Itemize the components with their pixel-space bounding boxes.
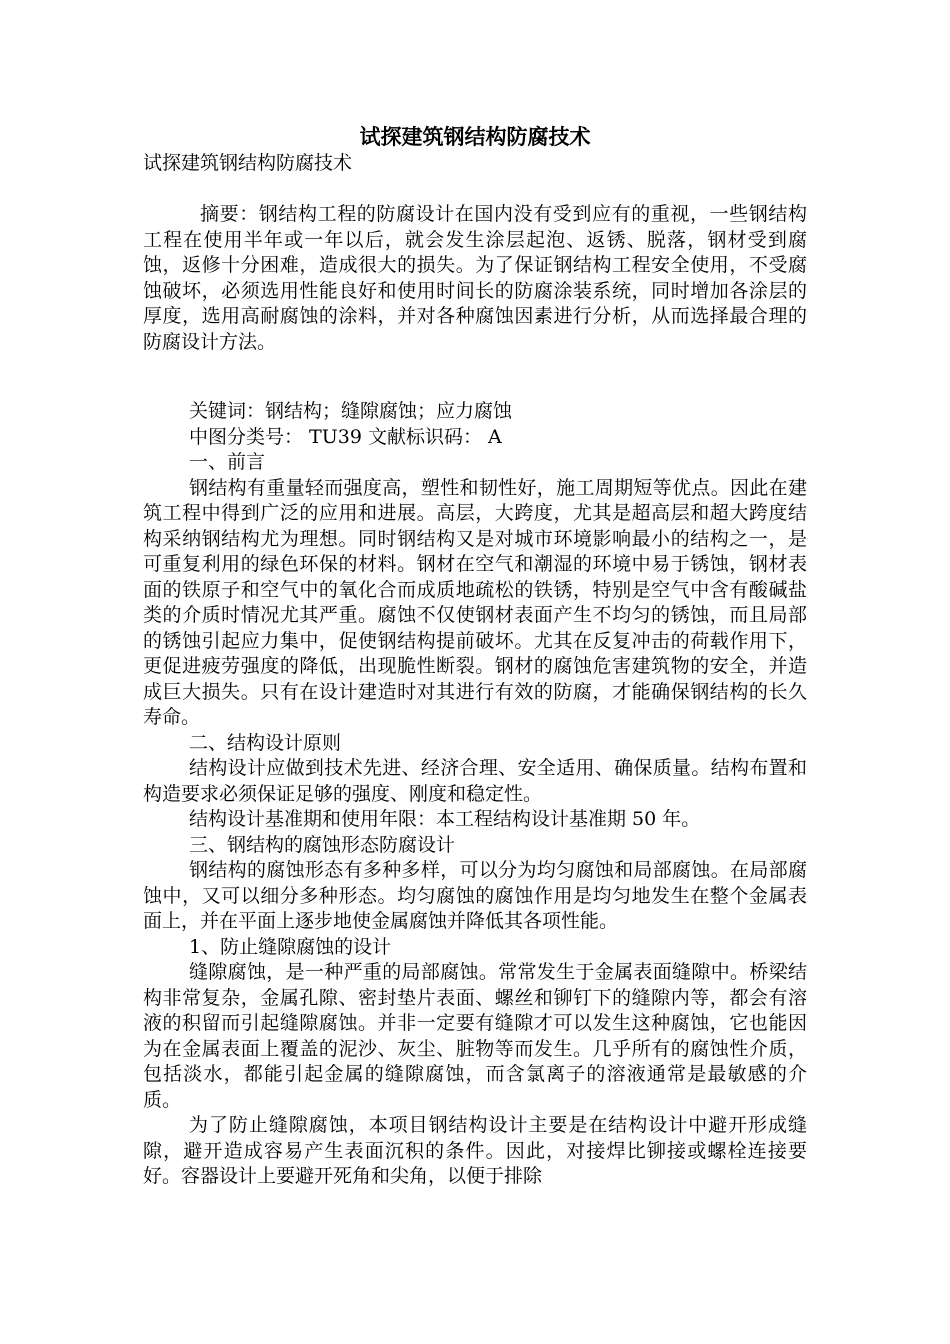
- subsection-heading: 1、防止缝隙腐蚀的设计: [189, 935, 392, 958]
- body-paragraph: 钢结构的腐蚀形态有多种多样，可以分为均匀腐蚀和局部腐蚀。在局部腐蚀中，又可以细分多种形态。均匀腐蚀的腐蚀作用是均匀地发生在整个金属表面上，并在平面上逐步地使金属腐蚀并降低其各项性能。: [143, 859, 807, 932]
- section-heading: 三、钢结构的腐蚀形态防腐设计: [189, 833, 456, 856]
- document-subtitle: 试探建筑钢结构防腐技术: [143, 152, 353, 174]
- document-title: 试探建筑钢结构防腐技术: [359, 124, 591, 149]
- section-heading: 一、前言: [189, 451, 266, 473]
- body-paragraph: 结构设计基准期和使用年限：本工程结构设计基准期 50 年。: [189, 808, 701, 830]
- body-paragraph: 结构设计应做到技术先进、经济合理、安全适用、确保质量。结构布置和构造要求必须保证足够的强度、刚度和稳定性。: [143, 757, 807, 805]
- section-heading: 二、结构设计原则: [189, 731, 342, 754]
- keywords-line: 关键词：钢结构；缝隙腐蚀；应力腐蚀: [189, 400, 513, 422]
- document-body: [143, 399, 807, 1190]
- classification-line: 中图分类号： TU39 文献标识码： A: [189, 425, 502, 448]
- body-paragraph: 缝隙腐蚀，是一种严重的局部腐蚀。常常发生于金属表面缝隙中。桥梁结构非常复杂，金属孔隙、密封垫片表面、螺丝和铆钉下的缝隙内等，都会有溶液的积留而引起缝隙腐蚀。并非一定要有缝隙才可以发生这种腐蚀，它也能因为在金属表面上覆盖的泥沙、灰尘、脏物等而发生。几乎所有的腐蚀性介质，包括淡水，都能引起金属的缝隙腐蚀，而含氯离子的溶液通常是最敏感的介质。: [143, 961, 807, 1111]
- body-paragraph: 钢结构有重量轻而强度高，塑性和韧性好，施工周期短等优点。因此在建筑工程中得到广泛的应用和进展。高层，大跨度，尤其是超高层和超大跨度结构采纳钢结构尤为理想。同时钢结构又是对城市环境影响最小的结构之一，是可重复利用的绿色环保的材料。钢材在空气和潮湿的环境中易于锈蚀，钢材表面的铁原子和空气中的氧化合而成质地疏松的铁锈，特别是空气中含有酸碱盐类的介质时情况尤其严重。腐蚀不仅使钢材表面产生不均匀的锈蚀，而且局部的锈蚀引起应力集中，促使钢结构提前破坏。尤其在反复冲击的荷载作用下，更促进疲劳强度的降低，出现脆性断裂。钢材的腐蚀危害建筑物的安全，并造成巨大损失。只有在设计建造时对其进行有效的防腐，才能确保钢结构的长久寿命。: [143, 476, 807, 728]
- body-paragraph: 为了防止缝隙腐蚀，本项目钢结构设计主要是在结构设计中避开形成缝隙，避开造成容易产生表面沉积的条件。因此，对接焊比铆接或螺栓连接要好。容器设计上要避开死角和尖角，以便于排除: [143, 1114, 807, 1187]
- abstract-paragraph: 摘要：钢结构工程的防腐设计在国内没有受到应有的重视，一些钢结构工程在使用半年或一年以后，就会发生涂层起泡、返锈、脱落，钢材受到腐蚀，返修十分困难，造成很大的损失。为了保证钢结构工程安全使用，不受腐蚀破坏，必须选用性能良好和使用时间长的防腐涂装系统，同时增加各涂层的厚度，选用高耐腐蚀的涂料，并对各种腐蚀因素进行分析，从而选择最合理的防腐设计方法。: [143, 203, 807, 353]
